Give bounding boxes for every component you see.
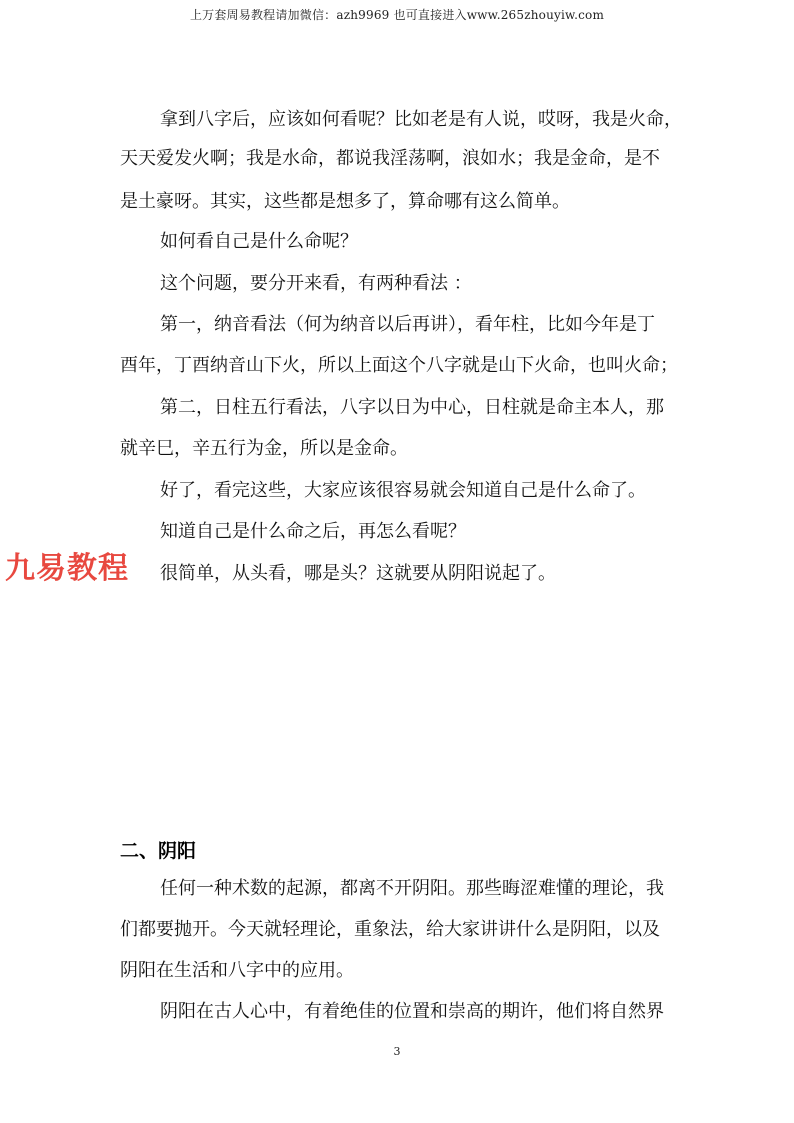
paragraph-line: 阴阳在生活和八字中的应用。 xyxy=(120,960,354,981)
paragraph-line: 知道自己是什么命之后，再怎么看呢？ xyxy=(160,521,466,542)
paragraph-line: 任何一种术数的起源，都离不开阴阳。那些晦涩难懂的理论，我 xyxy=(160,878,664,899)
paragraph-line: 们都要抛开。今天就轻理论，重象法，给大家讲讲什么是阴阳，以及 xyxy=(120,919,660,940)
paragraph-line: 好了，看完这些，大家应该很容易就会知道自己是什么命了。 xyxy=(160,480,646,501)
paragraph-line: 这个问题，要分开来看，有两种看法 ： xyxy=(160,273,472,294)
watermark-logo: 九易教程 xyxy=(5,551,129,586)
paragraph-line: 是土豪呀。其实，这些都是想多了，算命哪有这么简单。 xyxy=(120,191,570,212)
paragraph-line: 阴阳在古人心中，有着绝佳的位置和崇高的期许，他们将自然界 xyxy=(160,1001,664,1022)
paragraph-line: 第一，纳音看法（何为纳音以后再讲），看年柱，比如今年是丁 xyxy=(160,314,655,335)
paragraph-line: 第二，日柱五行看法，八字以日为中心，日柱就是命主本人，那 xyxy=(160,397,664,418)
paragraph-line: 酉年，丁酉纳音山下火，所以上面这个八字就是山下火命，也叫火命； xyxy=(120,355,678,376)
page-header: 上万套周易教程请加微信：azh9969 也可直接进入www.265zhouyiw.com xyxy=(189,8,605,22)
paragraph-line: 就辛巳，辛五行为金，所以是金命。 xyxy=(120,438,408,459)
page-number: 3 xyxy=(393,1045,401,1058)
paragraph-line: 拿到八字后，应该如何看呢？比如老是有人说，哎呀，我是火命， xyxy=(160,109,682,130)
section-heading: 二、阴阳 xyxy=(120,840,197,862)
paragraph-line: 如何看自己是什么命呢？ xyxy=(160,231,358,252)
paragraph-line: 很简单，从头看，哪是头？这就要从阴阳说起了。 xyxy=(160,563,556,584)
paragraph-line: 天天爱发火啊；我是水命，都说我淫荡啊，浪如水；我是金命，是不 xyxy=(120,148,660,169)
